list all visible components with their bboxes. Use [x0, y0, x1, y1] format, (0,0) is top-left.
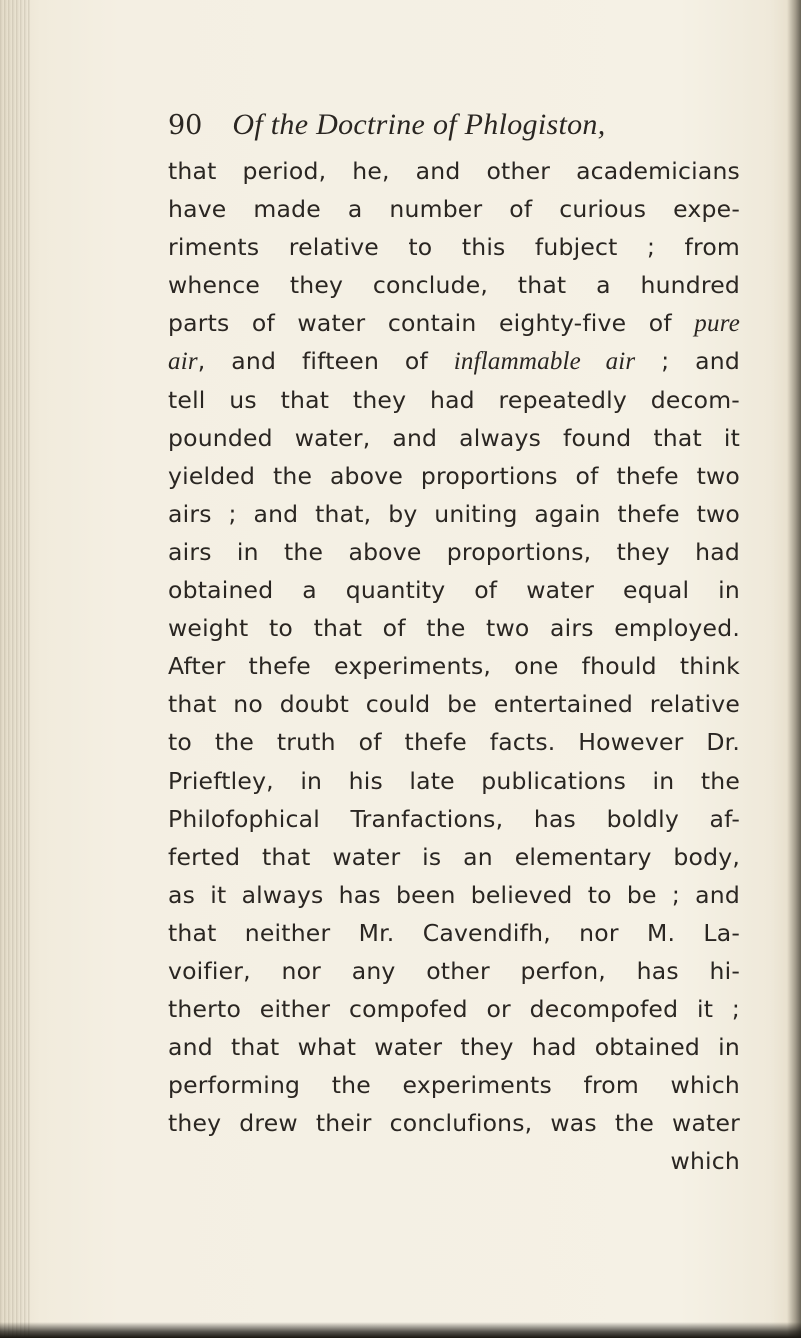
italic-term: inflammable air	[453, 348, 636, 376]
text-line: pounded water, and always found that it	[168, 423, 740, 452]
page-edge-shadow	[787, 0, 801, 1338]
text-line: ferted that water is an elementary body,	[168, 842, 740, 871]
text-line: therto either compofed or decompofed it ;	[168, 995, 740, 1024]
text-line: that period, he, and other academicians	[168, 157, 740, 185]
text-line: that no doubt could be entertained relative	[168, 690, 740, 719]
text-line: weight to that of the two airs employed.	[168, 614, 740, 643]
running-title: Of the Doctrine of Phlogiston,	[232, 108, 606, 141]
text-line: to the truth of thefe facts. However Dr.	[168, 728, 740, 757]
italic-term: air	[168, 348, 198, 376]
page-number: 90	[168, 110, 203, 141]
text-line: airs in the above proportions, they had	[168, 537, 740, 566]
text-line: as it always has been believed to be ; and	[168, 880, 740, 909]
text-line: have made a number of curious expe-	[168, 195, 740, 224]
text-line: riments relative to this fubject ; from	[168, 233, 740, 262]
body-text	[168, 152, 740, 1181]
text-line	[168, 304, 740, 342]
text-line: After thefe experiments, one fhould think	[168, 652, 740, 681]
text-line: yielded the above proportions of thefe two	[168, 461, 740, 490]
text-line	[168, 342, 740, 380]
text-line: that neither Mr. Cavendifh, nor M. La-	[168, 918, 740, 947]
italic-term: pure	[694, 310, 740, 338]
text-line: airs ; and that, by uniting again thefe two	[168, 499, 740, 528]
text-line: voifier, nor any other perfon, has hi-	[168, 956, 740, 985]
text-line: and that what water they had obtained in	[168, 1033, 740, 1062]
text-run: ; and	[635, 347, 740, 376]
text-line: performing the experiments from which	[168, 1071, 740, 1100]
text-line: obtained a quantity of water equal in	[168, 576, 740, 605]
bottom-edge-shadow	[0, 1322, 801, 1338]
text-line: whence they conclude, that a hundred	[168, 271, 740, 300]
text-line: Philofophical Tranfactions, has boldly af-	[168, 804, 740, 833]
page-header	[168, 108, 728, 148]
text-line: tell us that they had repeatedly decom-	[168, 385, 740, 414]
text-run: , and fifteen of	[197, 347, 454, 376]
text-line: they drew their conclufions, was the water	[168, 1109, 740, 1138]
catchword: which	[670, 1147, 740, 1176]
text-run: parts of water contain eighty-five of	[168, 309, 695, 338]
gutter-shadow	[0, 0, 30, 1338]
text-line: Prieftley, in his late publications in the	[168, 766, 740, 795]
